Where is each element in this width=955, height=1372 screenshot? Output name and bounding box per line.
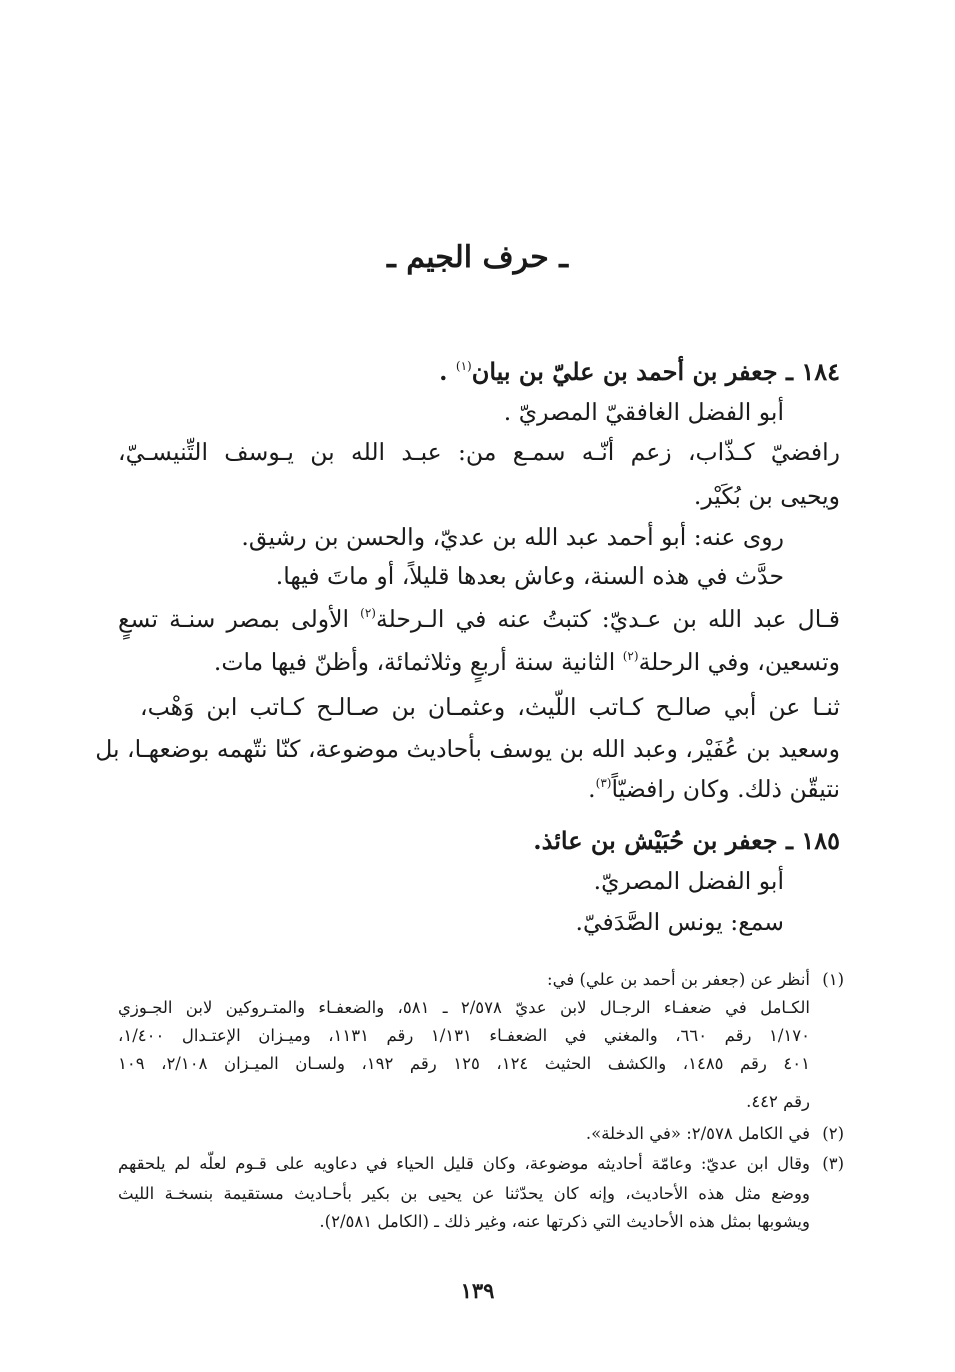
footnote-line: أنظر عن (جعفر بن أحمد بن علي) في: xyxy=(547,970,810,989)
entry-184-paragraph-line: ثنـا عن أبي صالـح كـاتب اللّيث، وعثمـان بن صـالـح كـاتب ابن وَهْب، xyxy=(140,693,840,721)
paragraph-text: . xyxy=(588,775,596,803)
footnote-line: ويشوبها بمثل هذه الأحاديث التي ذكرتها عنه، وغير ذلك ـ (الكامل ٢/٥٨١). xyxy=(319,1212,810,1231)
entry-184-heading xyxy=(439,353,840,391)
entry-185-line: سمع: يونس الصَّدَفيّ. xyxy=(575,908,784,936)
footnote-line: ٤٠١ رقم ١٤٨٥، والكشف الحثيث ١٢٤، ١٢٥ رقم ١٩٢، ولسـان الميـزان ٢/١٠٨، ١٠٩ xyxy=(118,1054,811,1073)
paragraph-text: الثانية سنة أربعٍ وثلاثمائة، وأظنّ فيها مات. xyxy=(213,648,623,676)
entry-184-line: رافضيّ كـذّاب، زعم أنّـه سمـع من: عبـد الله بن يـوسف التِّنيسـيّ، xyxy=(118,438,840,466)
footnote-number: (٢) xyxy=(822,1124,844,1143)
footnote-line: رقم ٤٤٢. xyxy=(746,1092,810,1111)
footnote-ref-1: (١) xyxy=(455,359,472,373)
footnote-line: ١/١٧٠ رقم ٦٦٠، والمغني في الضعفـاء ١/١٣١ رقم ١١٣١، وميـزان الإعتـدال ١/٤٠٠، xyxy=(118,1026,811,1045)
entry-184-kunya: أبو الفضل الغافقيّ المصريّ . xyxy=(503,398,784,426)
footnote-line: ووضع مثل هذه الأحاديث، وإنه كان يحدّثنا عن يحيى بن بكير بأحـاديث مستقيمة بنسخـة الليث xyxy=(118,1184,810,1203)
footnote-line: في الكامل ٢/٥٧٨: «في الدخلة». xyxy=(585,1124,810,1143)
chapter-title: ـ حرف الجيم ـ xyxy=(387,240,568,275)
footnote-ref-2: (٢) xyxy=(360,606,376,620)
entry-185-title: ١٨٥ ـ جعفر بن حُبَيْش بن عائذ. xyxy=(533,826,840,855)
paragraph-text: وتسعين، وفي الرحلة xyxy=(638,648,840,676)
entry-184-title-end: . xyxy=(439,357,456,386)
entry-184-line: ويحيى بن بُكَيْر. xyxy=(693,482,840,510)
entry-185-kunya: أبو الفضل المصريّ. xyxy=(593,867,784,895)
entry-184-paragraph-line xyxy=(214,643,840,681)
entry-184-line: حدَّث في هذه السنة، وعاش بعدها قليلاً، أو ماتَ فيها. xyxy=(275,562,784,590)
entry-184-paragraph-line: وسعيد بن عُفَيْر، وعبد الله بن يوسف بأحاديث موضوعة، كنّا نتّهمه بوضعهـا، بل xyxy=(95,735,840,763)
entry-184-line: روى عنه: أبو أحمد عبد الله بن عديّ، والحسن بن رشيق. xyxy=(241,523,784,551)
footnote-line: وقال ابن عديّ: وعامّة أحاديثه موضوعة، وكان قليل الحياء في دعاويه على قـوم لعلّه لم يلحقهم xyxy=(118,1154,810,1173)
paragraph-text: قـال عبد الله بن عـديّ: كتبتُ عنه في الـرحلة xyxy=(375,605,841,633)
entry-185-heading xyxy=(533,822,840,860)
footnote-number: (١) xyxy=(822,970,844,989)
footnote-number: (٣) xyxy=(822,1154,844,1173)
paragraph-text: الأولى بمصر سنـة تسعٍ xyxy=(118,605,361,633)
page-number: ١٣٩ xyxy=(460,1278,495,1303)
footnote-line: الكـامل في ضعفـاء الرجـال لابن عديّ ٢/٥٧٨ ـ ٥٨١، والضعفـاء والمتـروكين لابن الجـوزي xyxy=(118,998,810,1017)
footnote-ref-2: (٢) xyxy=(622,649,639,663)
footnote-ref-3: (٣) xyxy=(595,776,612,790)
entry-184-paragraph-line xyxy=(588,770,840,808)
entry-184-paragraph-line xyxy=(118,600,840,638)
entry-184-title: ١٨٤ ـ جعفر بن أحمد بن عليّ بن بيان xyxy=(471,357,840,386)
paragraph-text: نتيقّن ذلك. وكان رافضيّاً xyxy=(611,775,840,803)
